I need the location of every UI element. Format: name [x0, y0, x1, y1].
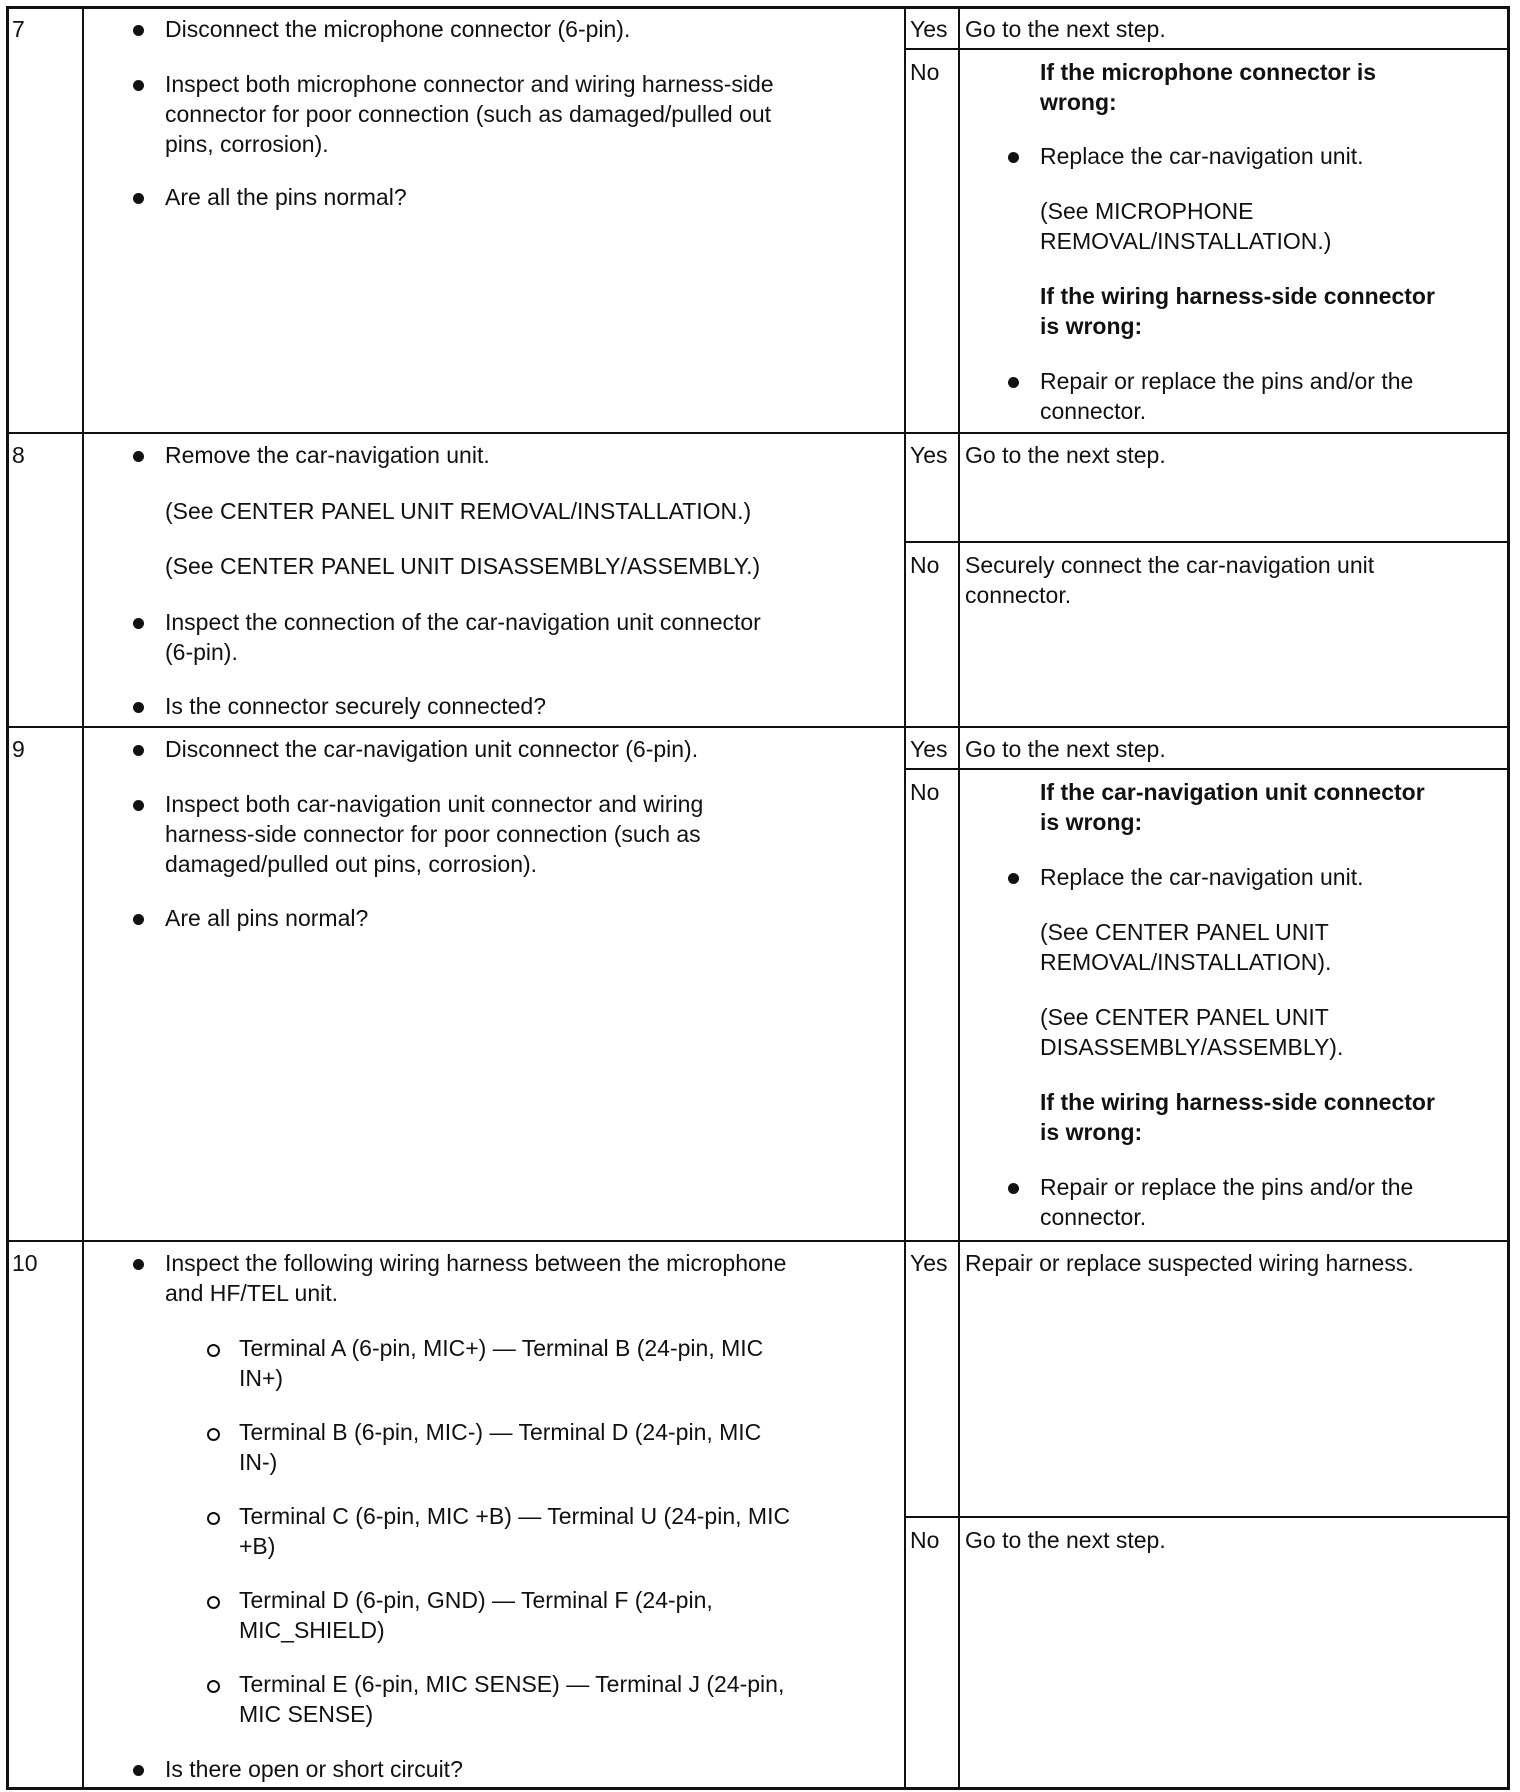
no-result: connector. — [965, 582, 1072, 608]
no-label: No — [910, 779, 940, 805]
no-reference: REMOVAL/INSTALLATION.) — [1040, 228, 1332, 254]
bullet-icon — [133, 193, 144, 204]
action-text: Inspect the connection of the car-navigation unit connector — [165, 609, 761, 635]
action-text: Inspect both microphone connector and wiring harness-side — [165, 71, 774, 97]
terminal-check: Terminal E (6-pin, MIC SENSE) — Terminal J (24-pin, — [239, 1671, 785, 1697]
sub-bullet-icon — [207, 1680, 220, 1693]
no-condition-heading: is wrong: — [1040, 1119, 1143, 1145]
bullet-icon — [133, 1765, 144, 1776]
sub-bullet-icon — [207, 1512, 220, 1525]
action-text: Is there open or short circuit? — [165, 1756, 463, 1782]
divider-action-col — [904, 6, 906, 1790]
no-condition-heading: If the wiring harness-side connector — [1040, 283, 1435, 309]
action-text: (6-pin). — [165, 639, 238, 665]
divider-step-col — [82, 6, 84, 1790]
terminal-check: MIC_SHIELD) — [239, 1617, 385, 1643]
bullet-icon — [1008, 377, 1019, 388]
yesno-divider-10 — [904, 1516, 1510, 1518]
bullet-icon — [133, 80, 144, 91]
action-text: Disconnect the car-navigation unit connector (6-pin). — [165, 736, 699, 762]
action-text: harness-side connector for poor connection (such as — [165, 821, 701, 847]
sub-bullet-icon — [207, 1428, 220, 1441]
yes-result: Go to the next step. — [965, 442, 1166, 468]
bullet-icon — [1008, 152, 1019, 163]
no-result: Repair or replace the pins and/or the — [1040, 1174, 1414, 1200]
action-text: Disconnect the microphone connector (6-pin). — [165, 16, 631, 42]
divider-yesno-col — [958, 6, 960, 1790]
bullet-icon — [133, 800, 144, 811]
action-text: pins, corrosion). — [165, 131, 329, 157]
step-number: 8 — [12, 442, 25, 468]
yesno-divider-8 — [904, 541, 1510, 543]
action-text: connector for poor connection (such as damaged/pulled out — [165, 101, 772, 127]
bullet-icon — [133, 451, 144, 462]
no-result: Replace the car-navigation unit. — [1040, 143, 1364, 169]
no-condition-heading: If the car-navigation unit connector — [1040, 779, 1425, 805]
action-reference: (See CENTER PANEL UNIT DISASSEMBLY/ASSEMBLY.) — [165, 553, 761, 579]
yes-label: Yes — [910, 442, 948, 468]
terminal-check: MIC SENSE) — [239, 1701, 374, 1727]
action-text: Inspect the following wiring harness between the microphone — [165, 1250, 787, 1276]
no-condition-heading: is wrong: — [1040, 313, 1143, 339]
no-result: Go to the next step. — [965, 1527, 1166, 1553]
yesno-divider-7 — [904, 48, 1510, 50]
terminal-check: +B) — [239, 1533, 276, 1559]
action-text: Is the connector securely connected? — [165, 693, 547, 719]
no-result: connector. — [1040, 1204, 1147, 1230]
no-reference: REMOVAL/INSTALLATION). — [1040, 949, 1332, 975]
no-reference: (See MICROPHONE — [1040, 198, 1254, 224]
bullet-icon — [133, 25, 144, 36]
yes-label: Yes — [910, 16, 948, 42]
no-result: connector. — [1040, 398, 1147, 424]
no-reference: DISASSEMBLY/ASSEMBLY). — [1040, 1034, 1344, 1060]
yes-label: Yes — [910, 1250, 948, 1276]
action-text: damaged/pulled out pins, corrosion). — [165, 851, 538, 877]
no-result: Repair or replace the pins and/or the — [1040, 368, 1414, 394]
bullet-icon — [133, 745, 144, 756]
no-reference: (See CENTER PANEL UNIT — [1040, 1004, 1329, 1030]
bullet-icon — [133, 618, 144, 629]
sub-bullet-icon — [207, 1596, 220, 1609]
step-number: 7 — [12, 16, 25, 42]
bullet-icon — [133, 914, 144, 925]
bullet-icon — [1008, 873, 1019, 884]
no-condition-heading: wrong: — [1040, 89, 1117, 115]
yes-result: Go to the next step. — [965, 16, 1166, 42]
terminal-check: Terminal A (6-pin, MIC+) — Terminal B (24-pin, MIC — [239, 1335, 764, 1361]
action-reference: (See CENTER PANEL UNIT REMOVAL/INSTALLATION.) — [165, 498, 752, 524]
yesno-divider-9 — [904, 768, 1510, 770]
yes-result: Go to the next step. — [965, 736, 1166, 762]
no-label: No — [910, 1527, 940, 1553]
row-divider-9-10 — [6, 1240, 1510, 1242]
no-reference: (See CENTER PANEL UNIT — [1040, 919, 1329, 945]
row-divider-8-9 — [6, 726, 1510, 728]
terminal-check: IN+) — [239, 1365, 284, 1391]
yes-label: Yes — [910, 736, 948, 762]
no-result: Replace the car-navigation unit. — [1040, 864, 1364, 890]
terminal-check: Terminal D (6-pin, GND) — Terminal F (24-pin, — [239, 1587, 713, 1613]
action-text: Remove the car-navigation unit. — [165, 442, 490, 468]
terminal-check: Terminal C (6-pin, MIC +B) — Terminal U (24-pin, MIC — [239, 1503, 791, 1529]
terminal-check: IN-) — [239, 1449, 278, 1475]
action-text: Are all the pins normal? — [165, 184, 407, 210]
sub-bullet-icon — [207, 1344, 220, 1357]
action-text: and HF/TEL unit. — [165, 1280, 339, 1306]
action-text: Inspect both car-navigation unit connector and wiring — [165, 791, 704, 817]
no-condition-heading: is wrong: — [1040, 809, 1143, 835]
no-result: Securely connect the car-navigation unit — [965, 552, 1375, 578]
no-label: No — [910, 59, 940, 85]
action-text: Are all pins normal? — [165, 905, 369, 931]
no-condition-heading: If the wiring harness-side connector — [1040, 1089, 1435, 1115]
bullet-icon — [133, 702, 144, 713]
row-divider-7-8 — [6, 432, 1510, 434]
yes-result: Repair or replace suspected wiring harness. — [965, 1250, 1414, 1276]
step-number: 9 — [12, 736, 25, 762]
bullet-icon — [133, 1259, 144, 1270]
no-condition-heading: If the microphone connector is — [1040, 59, 1377, 85]
step-number: 10 — [12, 1250, 38, 1276]
no-label: No — [910, 552, 940, 578]
terminal-check: Terminal B (6-pin, MIC-) — Terminal D (24-pin, MIC — [239, 1419, 762, 1445]
bullet-icon — [1008, 1183, 1019, 1194]
